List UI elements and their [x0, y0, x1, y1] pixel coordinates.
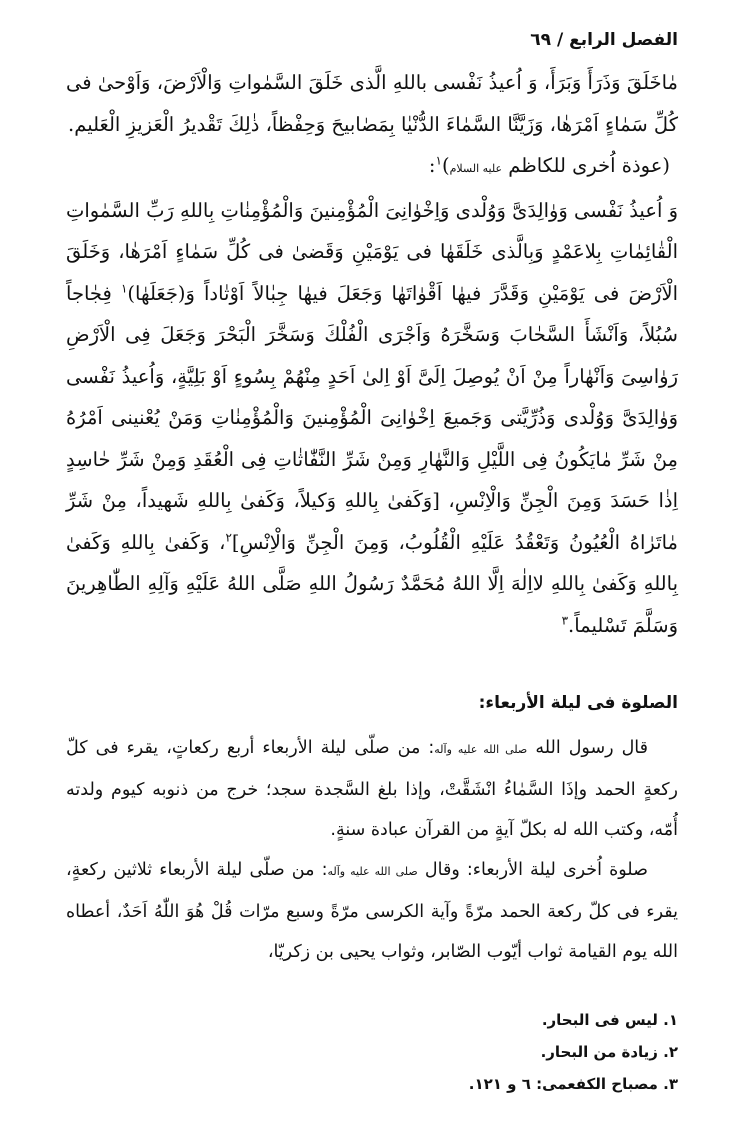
prayer-text-part-3: ، وَكَفىٰ بِاللهِ وَكَفىٰ بِاللهِ وَكَفىٰ بِاللهِ لااِلٰهَ اِلَّا اللهُ مُحَمَّدٌ رَسُولُ اللهِ صَلَّى اللهُ عَلَيْهِ وَآلِهِ الطّٰاهِرينَ وَسَلَّمَ تَسْليماً. [66, 530, 678, 637]
prayer-text-part-1: وَ اُعيذُ نَفْسى وَوٰالِدَىَّ وَوُلْدى وَاِخْوٰانِىَ الْمُؤْمِنينَ وَالْمُؤْمِنٰاتِ بِاللهِ رَبِّ السَّمٰواتِ الْقٰائِمٰاتِ بِلاعَمْدٍ وَبِالَّذى خَلَقَهٰا فى يَوْمَيْنِ وَقَضىٰ فى كُلِّ سَمٰاءٍ اَمْرَهٰا، وَخَلَقَ الْاَرْضَ فى يَوْمَيْنِ وَقَدَّرَ فيهٰا اَقْوٰاتَهٰا وَجَعَلَ فيهٰا جِبٰالاً اَوْتٰاداً وَ(جَعَلَهٰا) [66, 198, 678, 305]
prayer-heading-close: ) [441, 154, 450, 177]
section-paragraph-2 [66, 850, 678, 972]
honorific-phrase: عليه السلام [449, 162, 503, 175]
honorific-phrase: صلى الله عليه وآله [434, 743, 528, 756]
section-p2-end: : من صلّى ليلة الأربعاء ثلاثين ركعةٍ، يقرء فى كلّ ركعة الحمد مرّةً وآية الكرسى مرّةً وسبع مرّات قُلْ هُوَ اللّٰهُ اَحَدٌ، أعطاه الله يوم القيامة ثواب أيّوب الصّابر، وثواب يحيى بن زكريّا، [66, 860, 678, 962]
footnote-3: ٣. مصباح الكفعمى: ٦ و ١٢١. [468, 1075, 678, 1093]
section-paragraph-1 [66, 728, 678, 850]
footnote-2: ٢. زيادة من البحار. [540, 1043, 678, 1061]
prayer-heading [66, 145, 678, 190]
section-p1-end: : من صلّى ليلة الأربعاء أربع ركعاتٍ، يقرء فى كلّ ركعةٍ الحمد وإذَا السَّمٰاءُ انْشَقَّتْ، وإذا بلغ السَّجدة سجد؛ خرج من ذنوبه كيوم ولدته أُمّه، وكتب الله له بكلّ آيةٍ من القرآن عبادة سنةٍ. [66, 738, 678, 840]
footnote-ref[interactable]: ١ [120, 281, 128, 295]
footnote-ref[interactable]: ١ [435, 153, 442, 168]
footnotes [469, 1004, 678, 1100]
section-title: الصلوة فى ليلة الأربعاء: [478, 693, 678, 713]
section-p1-start: قال رسول الله [535, 738, 648, 758]
prayer-paragraph-2 [66, 190, 678, 647]
prayer-paragraph-1: مٰاخَلَقَ وَذَرَأَ وَبَرَأَ، وَ اُعيذُ نَفْسى باللهِ الَّذى خَلَقَ السَّمٰواتِ وَالْاَرْضَ، وَاَوْحىٰ فى كُلِّ سَمٰاءٍ اَمْرَهٰا، وَزَيَّنَّا السَّمٰاءَ الدُّنْيٰا بِمَصٰابيحَ وَحِفْظاً، ذٰلِكَ تَقْديرُ الْعَزيزِ الْعَليم. [66, 71, 678, 136]
running-header: الفصل الرابع / ٦٩ [530, 30, 678, 50]
prayer-heading-colon: : [428, 154, 436, 177]
section-body [66, 728, 678, 972]
honorific-phrase: صلى الله عليه وآله [327, 865, 418, 878]
footnote-ref[interactable]: ٢ [225, 530, 232, 544]
prayer-heading-text: (عوذة اُخرى للكاظم [508, 154, 670, 177]
footnote-ref[interactable]: ٣ [561, 613, 569, 627]
prayer-text [66, 62, 678, 646]
section-p2-start: صلوة اُخرى ليلة الأربعاء: وقال [424, 860, 648, 880]
prayer-text-part-2: فِجٰاجاً سُبُلاً، وَاَنْشَأَ السَّحٰابَ وَسَخَّرَهُ وَاَجْرَى الْفُلْكَ وَسَخَّرَ الْبَحْرَ وَجَعَلَ فِى الْاَرْضِ رَوٰاسِىَ وَاَنْهٰاراً مِنْ اَنْ يُوصِلَ اِلَىَّ اَوْ اِلىٰ اَحَدٍ مِنْهُمْ بِسُوءٍ اَوْ بَلِيَّةٍ، وَاُعيذُ نَفْسى وَوٰالِدَىَّ وَوُلْدى وَذُرِّيَّتى وَجَميعَ اِخْوٰانِىَ الْمُؤْمِنينَ وَالْمُؤْمِنٰاتِ وَمَنْ يُعْنينى اَمْرُهُ مِنْ شَرِّ مٰايَكُونُ فِى اللَّيْلِ وَالنَّهٰارِ وَمِنْ شَرِّ النَّفّٰاثٰاتِ فِى الْعُقَدِ وَمِنْ شَرِّ حٰاسِدٍ اِذٰا حَسَدَ وَمِنَ الْجِنِّ وَالْاِنْسِ، [وَكَفىٰ بِاللهِ وَكيلاً، وَكَفىٰ بِاللهِ شَهيداً، مِنْ شَرِّ مٰاتَرٰاهُ الْعُيُونُ وَتَعْقُدُ عَلَيْهِ الْقُلُوبُ، وَمِنَ الْجِنِّ وَالْاِنْسِ] [66, 281, 678, 554]
footnote-1: ١. ليس فى البحار. [541, 1011, 678, 1029]
